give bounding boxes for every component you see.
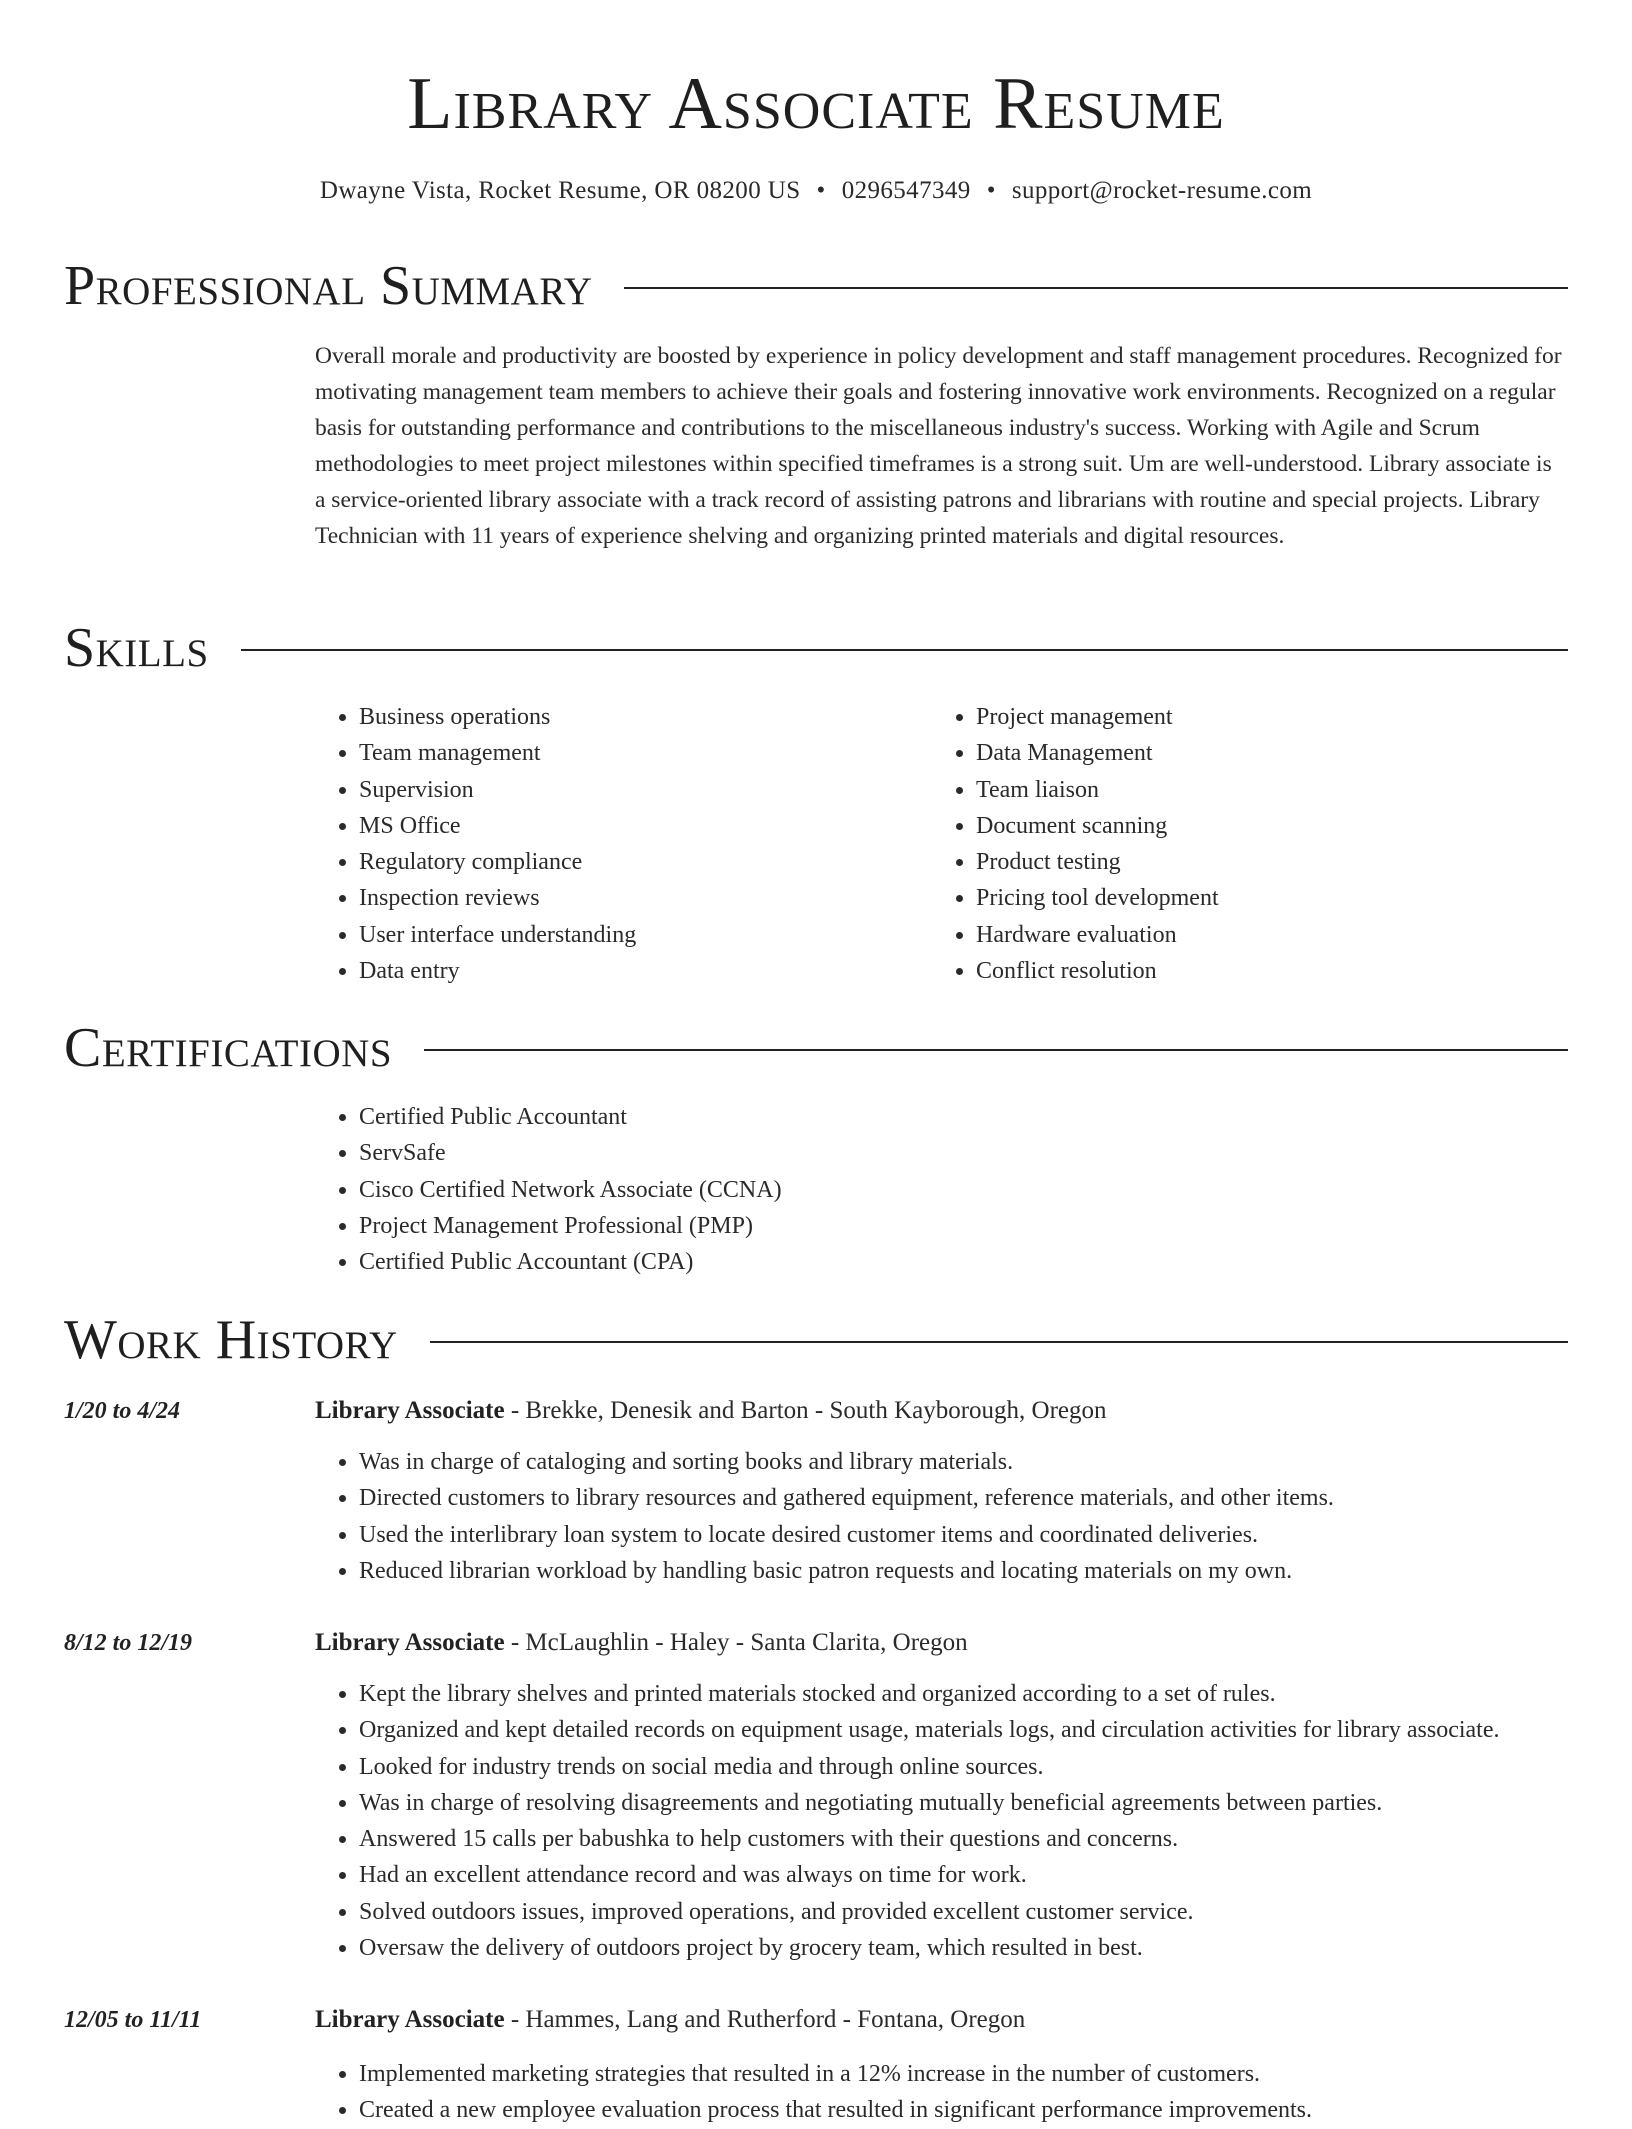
job-employer: - Brekke, Denesik and Barton - South Kayborough, Oregon — [504, 1397, 1107, 1424]
skills-list-right — [932, 699, 1536, 989]
job-bullet: • Reduced librarian workload by handling basic patron requests and locating materials on my own. — [359, 1553, 1609, 1589]
job-bullets — [315, 2056, 1609, 2129]
summary-section-header — [64, 254, 1568, 318]
skill-item: • Data Management — [976, 735, 1536, 771]
job-bullet: • Used the interlibrary loan system to locate desired customer items and coordinated deliveries. — [359, 1517, 1609, 1553]
job-bullet: • Looked for industry trends on social media and through online sources. — [359, 1749, 1609, 1785]
job-bullet: • Solved outdoors issues, improved operations, and provided excellent customer service. — [359, 1894, 1609, 1930]
summary-text: Overall morale and productivity are boosted by experience in policy development and staff management procedures. Recognized for motivating management team members to achieve their goals and fostering innovative work environments. Recognized on a regular basis for outstanding performance and contributions to the miscellaneous industry's success. Working with Agile and Scrum methodologies to meet project milestones within specified timeframes is a strong suit. Um are well-understood. Library associate is a service-oriented library associate with a track record of assisting patrons and librarians with routine and special projects. Library Technician with 11 years of experience shelving and organizing printed materials and digital resources. — [315, 343, 1562, 549]
section-divider — [241, 649, 1568, 651]
section-divider — [624, 287, 1568, 289]
skill-item: • Conflict resolution — [976, 953, 1536, 989]
summary-heading: Professional Summary — [64, 255, 593, 317]
certifications-section-header — [64, 1016, 1568, 1080]
skills-list-left — [315, 699, 919, 989]
certification-item: • ServSafe — [359, 1135, 1559, 1171]
section-divider — [430, 1341, 1568, 1343]
certification-item: • Project Management Professional (PMP) — [359, 1208, 1559, 1244]
skill-item: • Product testing — [976, 844, 1536, 880]
skill-item: • Project management — [976, 699, 1536, 735]
certifications-list — [315, 1099, 1559, 1280]
job-bullet: • Organized and kept detailed records on equipment usage, materials logs, and circulation activities for library associate. — [359, 1712, 1609, 1748]
work-history-section-header — [64, 1308, 1568, 1372]
contact-separator: • — [986, 177, 996, 204]
certification-item: • Cisco Certified Network Associate (CCNA) — [359, 1172, 1559, 1208]
certification-item: • Certified Public Accountant (CPA) — [359, 1244, 1559, 1280]
skill-item: • Team liaison — [976, 772, 1536, 808]
job-heading — [315, 1625, 968, 1661]
job-bullet: • Implemented marketing strategies that resulted in a 12% increase in the number of customers. — [359, 2056, 1609, 2092]
skill-item: • Team management — [359, 735, 919, 771]
job-title: Library Associate — [315, 2006, 505, 2033]
job-title: Library Associate — [315, 1629, 505, 1656]
contact-address: Dwayne Vista, Rocket Resume, OR 08200 US — [319, 177, 801, 204]
job-bullet: • Directed customers to library resources and gathered equipment, reference materials, and other items. — [359, 1480, 1609, 1516]
certifications-heading: Certifications — [64, 1017, 393, 1079]
contact-email: support@rocket-resume.com — [1011, 177, 1313, 204]
job-bullet: • Created a new employee evaluation process that resulted in significant performance improvements. — [359, 2092, 1609, 2128]
job-bullets — [315, 1444, 1609, 1589]
job-bullets — [315, 1676, 1609, 1966]
job-heading — [315, 1393, 1107, 1429]
job-bullet: • Oversaw the delivery of outdoors project by grocery team, which resulted in best. — [359, 1930, 1609, 1966]
certification-item: • Certified Public Accountant — [359, 1099, 1559, 1135]
skill-item: • Business operations — [359, 699, 919, 735]
skill-item: • Inspection reviews — [359, 880, 919, 916]
skill-item: • Data entry — [359, 953, 919, 989]
job-heading — [315, 2002, 1025, 2038]
skills-heading: Skills — [64, 617, 209, 679]
job-dates: 12/05 to 11/11 — [64, 2007, 202, 2033]
skill-item: • Pricing tool development — [976, 880, 1536, 916]
job-title: Library Associate — [315, 1397, 505, 1424]
job-bullet: • Was in charge of cataloging and sorting books and library materials. — [359, 1444, 1609, 1480]
job-employer: - Hammes, Lang and Rutherford - Fontana, Oregon — [504, 2006, 1026, 2033]
work-history-heading: Work History — [64, 1309, 398, 1371]
skill-item: • Regulatory compliance — [359, 844, 919, 880]
contact-separator: • — [816, 177, 826, 204]
skills-section-header — [64, 616, 1568, 680]
skill-item: • User interface understanding — [359, 917, 919, 953]
section-divider — [424, 1049, 1568, 1051]
job-bullet: • Kept the library shelves and printed materials stocked and organized according to a set of rules. — [359, 1676, 1609, 1712]
job-bullet: • Answered 15 calls per babushka to help customers with their questions and concerns. — [359, 1821, 1609, 1857]
contact-line — [0, 173, 1632, 209]
skill-item: • MS Office — [359, 808, 919, 844]
resume-title: Library Associate Resume — [407, 63, 1225, 145]
job-bullet: • Had an excellent attendance record and was always on time for work. — [359, 1857, 1609, 1893]
skill-item: • Hardware evaluation — [976, 917, 1536, 953]
skill-item: • Supervision — [359, 772, 919, 808]
contact-phone: 0296547349 — [841, 177, 971, 204]
job-dates: 8/12 to 12/19 — [64, 1630, 193, 1656]
job-dates: 1/20 to 4/24 — [64, 1398, 181, 1424]
job-employer: - McLaughlin - Haley - Santa Clarita, Oregon — [504, 1629, 968, 1656]
job-bullet: • Was in charge of resolving disagreements and negotiating mutually beneficial agreements between parties. — [359, 1785, 1609, 1821]
skill-item: • Document scanning — [976, 808, 1536, 844]
